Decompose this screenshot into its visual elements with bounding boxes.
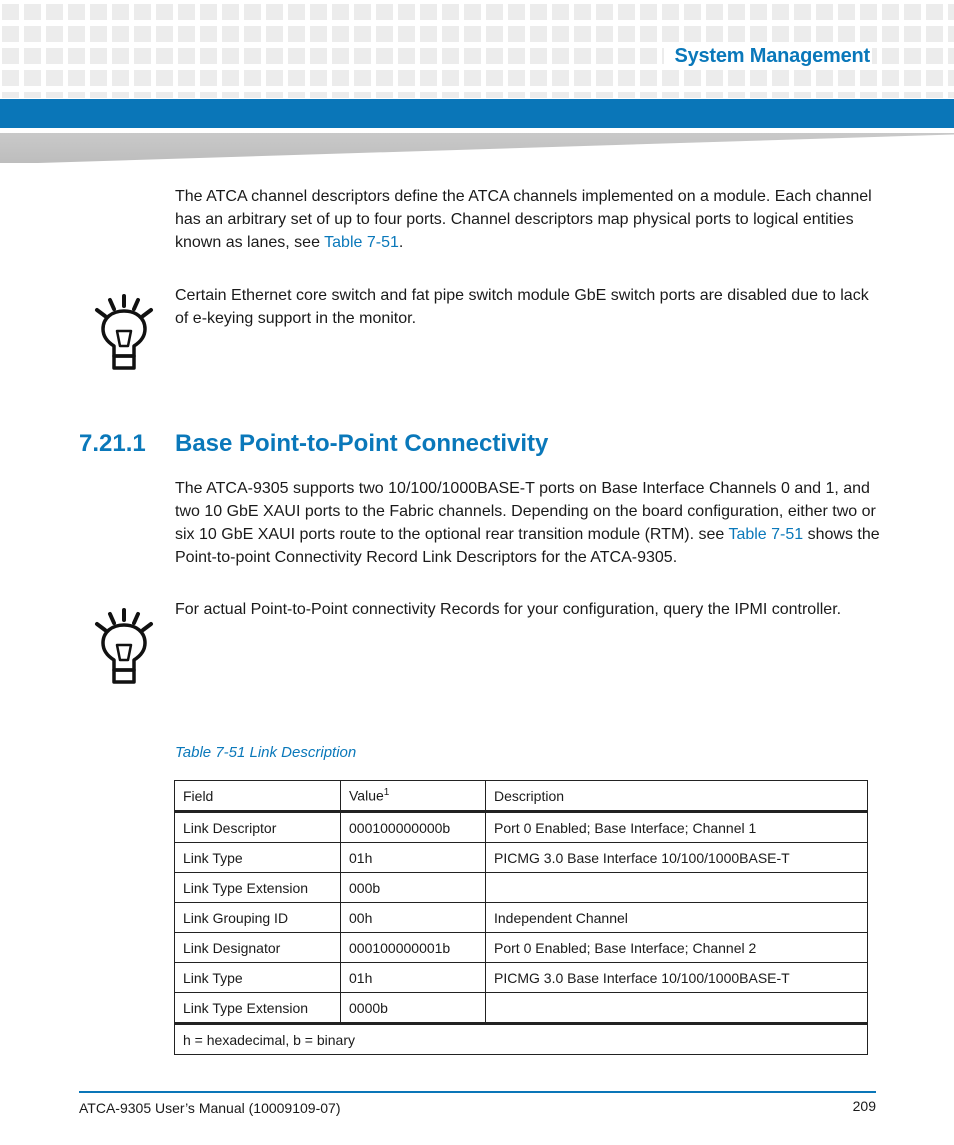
table-link[interactable]: Table 7-51 (324, 234, 399, 251)
cell-description: PICMG 3.0 Base Interface 10/100/1000BASE-T (486, 843, 868, 873)
table-row (175, 993, 868, 1024)
table-link-2[interactable]: Table 7-51 (728, 526, 804, 543)
cell-value: 00h (341, 903, 486, 933)
table-caption: Table 7-51 Link Description (175, 744, 357, 761)
page-number: 209 (852, 1098, 876, 1114)
table-row (175, 843, 868, 873)
cell-value: 0000b (341, 993, 486, 1024)
header-gray-wedge (0, 133, 954, 163)
cell-value: 01h (341, 963, 486, 993)
cell-field: Link Type (175, 843, 341, 873)
cell-value: 000100000000b (341, 812, 486, 843)
cell-description: Port 0 Enabled; Base Interface; Channel 1 (486, 812, 868, 843)
footer-rule (79, 1091, 876, 1093)
cell-field: Link Descriptor (175, 812, 341, 843)
lightbulb-icon (92, 292, 156, 372)
header-description: Description (486, 781, 868, 812)
section-header-title: System Management (664, 43, 872, 70)
cell-description (486, 993, 868, 1024)
cell-description: Independent Channel (486, 903, 868, 933)
table-footnote-row (175, 1024, 868, 1055)
table-row (175, 873, 868, 903)
cell-value: 000b (341, 873, 486, 903)
table-footnote: h = hexadecimal, b = binary (175, 1024, 868, 1055)
cell-field: Link Type Extension (175, 873, 341, 903)
note-1: Certain Ethernet core switch and fat pipe switch module GbE switch ports are disabled due to lack of e-keying support in the monitor. (175, 287, 869, 327)
cell-field: Link Type Extension (175, 993, 341, 1024)
body-paragraph: The ATCA-9305 supports two 10/100/1000BASE-T ports on Base Interface Channels 0 and 1, and two 10 GbE XAUI ports to the Fabric channels. Depending on the board configuration, either two or six 10 GbE XAUI ports route to the optional rear transition module (RTM). see Table 7-51 shows the Point-to-point Connectivity Record Link Descriptors for the ATCA-9305. (175, 480, 880, 566)
cell-value: 000100000001b (341, 933, 486, 963)
table-row (175, 903, 868, 933)
header-blue-band (0, 99, 954, 128)
table-header-row (175, 781, 868, 812)
cell-field: Link Type (175, 963, 341, 993)
lightbulb-icon-2 (92, 606, 156, 686)
table-row (175, 933, 868, 963)
header-value: Value$^1$ (341, 781, 486, 812)
footer-manual-title: ATCA-9305 User’s Manual (10009109-07) (79, 1100, 341, 1116)
cell-field: Link Designator (175, 933, 341, 963)
cell-description (486, 873, 868, 903)
section-heading: 7.21.1 Base Point-to-Point Connectivity (79, 430, 549, 457)
link-description-table (174, 780, 868, 1055)
intro-paragraph: The ATCA channel descriptors define the ATCA channels implemented on a module. Each channel has an arbitrary set of up to four ports. Channel descriptors map physical ports to logical entities known as lanes, see Table 7-51. (175, 188, 872, 251)
cell-field: Link Grouping ID (175, 903, 341, 933)
cell-description: Port 0 Enabled; Base Interface; Channel 2 (486, 933, 868, 963)
table-row (175, 963, 868, 993)
header-field: Field (175, 781, 341, 812)
note-2: For actual Point-to-Point connectivity Records for your configuration, query the IPMI controller. (175, 601, 842, 618)
table-row (175, 812, 868, 843)
cell-value: 01h (341, 843, 486, 873)
cell-description: PICMG 3.0 Base Interface 10/100/1000BASE-T (486, 963, 868, 993)
